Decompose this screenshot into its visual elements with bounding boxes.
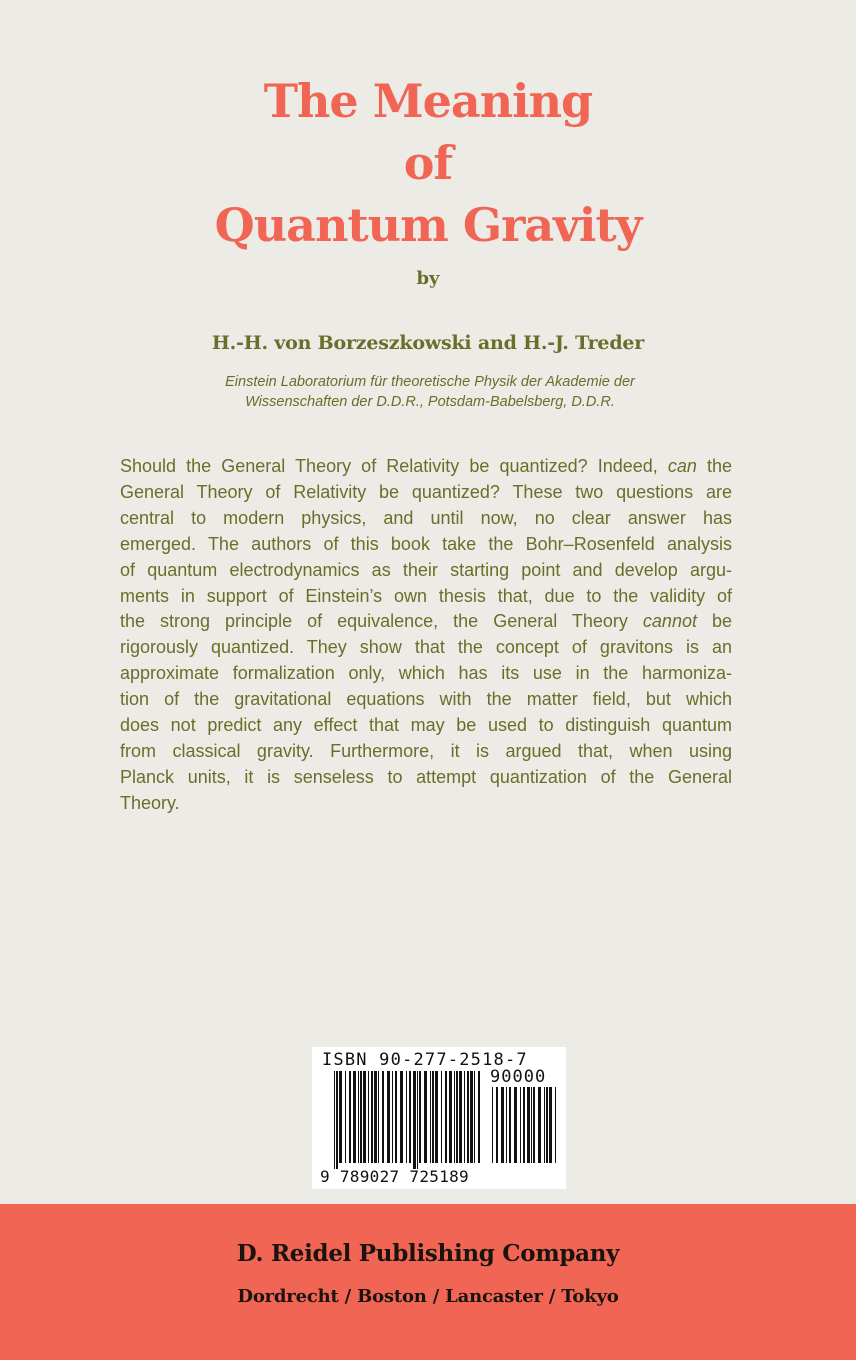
barcode-bars-icon	[334, 1071, 482, 1169]
publisher-cities: Dordrecht / Boston / Lancaster / Tokyo	[237, 1286, 619, 1307]
ean-number: 9 789027 725189	[320, 1167, 469, 1186]
affiliation-line-2: Wissenschaften der D.D.R., Potsdam-Babelsberg, D.D.R.	[245, 394, 615, 410]
description-line: Theory.	[120, 792, 180, 813]
isbn-barcode	[312, 1047, 566, 1189]
title-line-3: Quantum Gravity	[214, 198, 642, 252]
book-description	[120, 454, 732, 817]
addon-barcode-bars-icon	[492, 1087, 556, 1169]
title-line-1: The Meaning	[263, 74, 593, 128]
description-line: rigorously quantized. They show that the concept of gravitons is an	[120, 637, 732, 658]
description-line: Should the General Theory of Relativity be quantized? Indeed, can the	[120, 456, 732, 476]
description-line: of quantum electrodynamics as their starting point and develop argu-	[120, 559, 732, 580]
description-line: Planck units, it is senseless to attempt quantization of the General	[120, 766, 732, 787]
description-line: the strong principle of equivalence, the General Theory cannot be	[120, 611, 732, 632]
authors: H.-H. von Borzeszkowski and H.-J. Treder	[211, 332, 645, 354]
price-code: 90000	[490, 1067, 547, 1087]
isbn-number: ISBN 90-277-2518-7	[322, 1050, 528, 1070]
description-line: from classical gravity. Furthermore, it is argued that, when using	[120, 740, 732, 761]
description-line: ments in support of Einstein’s own thesis that, due to the validity of	[120, 585, 732, 606]
publisher-band	[0, 1204, 856, 1360]
affiliation	[180, 372, 680, 412]
description-line: central to modern physics, and until now, no clear answer has	[120, 507, 732, 528]
publisher-name: D. Reidel Publishing Company	[236, 1240, 620, 1267]
book-title	[0, 70, 856, 256]
description-line: General Theory of Relativity be quantized? These two questions are	[120, 481, 732, 502]
description-line: tion of the gravitational equations with the matter field, but which	[120, 689, 732, 710]
affiliation-line-1: Einstein Laboratorium für theoretische Physik der Akademie der	[225, 374, 635, 390]
description-line: emerged. The authors of this book take the Bohr–Rosenfeld analysis	[120, 533, 732, 554]
title-line-2: of	[403, 136, 453, 190]
description-line: approximate formalization only, which has its use in the harmoniza-	[120, 663, 732, 684]
by-label: by	[416, 268, 440, 289]
description-line: does not predict any effect that may be used to distinguish quantum	[120, 715, 732, 736]
